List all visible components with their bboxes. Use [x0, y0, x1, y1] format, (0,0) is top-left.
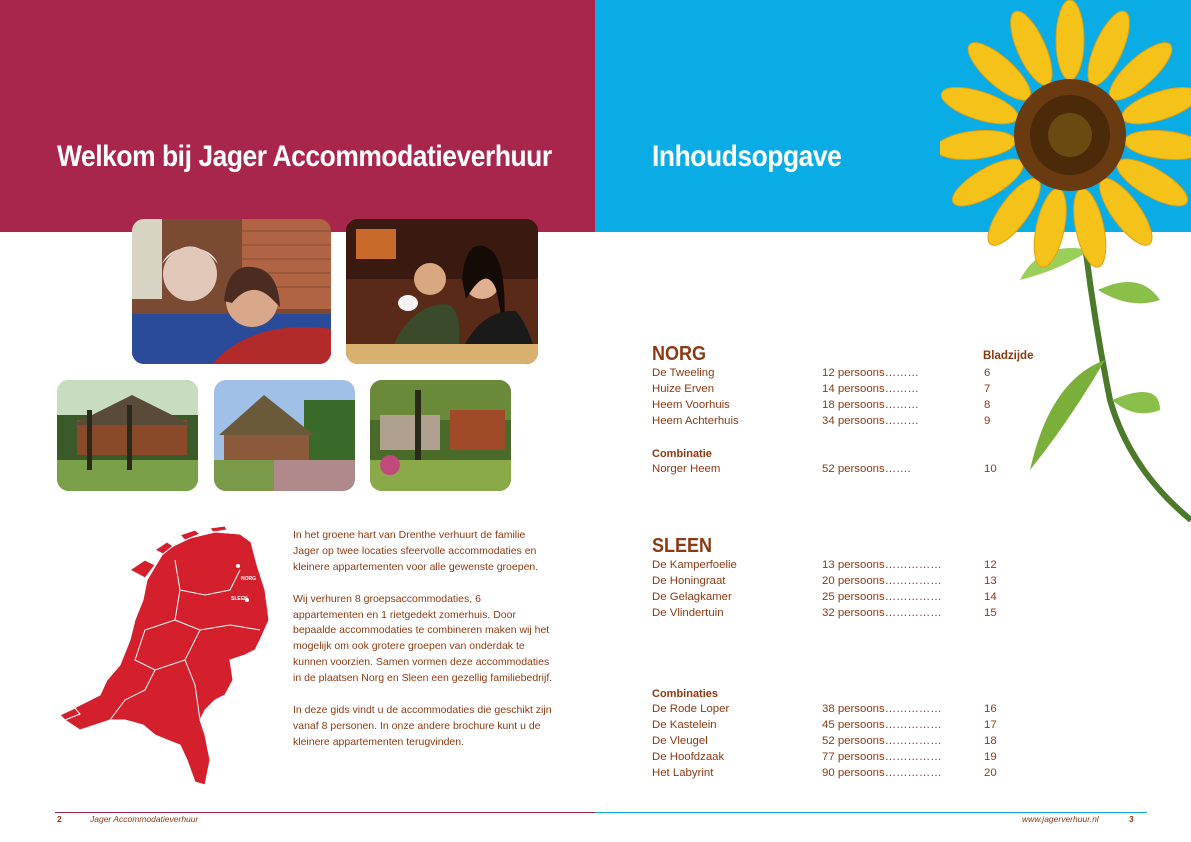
toc-item-page: 18 — [984, 735, 997, 747]
toc-item-name: De Hoofdzaak — [652, 751, 725, 763]
toc-item-page: 13 — [984, 575, 997, 587]
toc-item-name: Heem Voorhuis — [652, 399, 730, 411]
toc-row[interactable] — [652, 367, 1012, 383]
toc-row[interactable] — [652, 767, 1012, 783]
toc-row[interactable] — [652, 415, 1012, 431]
toc-item-page: 7 — [984, 383, 991, 395]
footer-page-number-right: 3 — [1129, 814, 1134, 824]
toc-row[interactable] — [652, 703, 1012, 719]
toc-item-page: 16 — [984, 703, 997, 715]
footer-rule-right — [595, 812, 1147, 813]
toc-item-persons: 32 persoons…………… — [822, 607, 942, 619]
photo-couple-cafe — [346, 219, 538, 364]
toc-item-page: 15 — [984, 607, 997, 619]
toc-item-page: 6 — [984, 367, 991, 379]
toc-row[interactable] — [652, 607, 1012, 623]
toc-item-page: 20 — [984, 767, 997, 779]
toc-item-persons: 45 persoons…………… — [822, 719, 942, 731]
toc-item-page: 19 — [984, 751, 997, 763]
toc-item-page: 14 — [984, 591, 997, 603]
footer-page-number-left: 2 — [57, 814, 62, 824]
toc-item-name: De Honingraat — [652, 575, 726, 587]
toc-row[interactable] — [652, 463, 1012, 479]
header-band-left — [0, 0, 595, 232]
page-title-right: Inhoudsopgave — [652, 140, 842, 173]
toc-row[interactable] — [652, 399, 1012, 415]
toc-row[interactable] — [652, 719, 1012, 735]
sunflower-image — [940, 0, 1191, 540]
section-heading-sleen: SLEEN — [652, 535, 713, 557]
toc-item-name: Huize Erven — [652, 383, 715, 395]
toc-row[interactable] — [652, 575, 1012, 591]
toc-item-page: 12 — [984, 559, 997, 571]
intro-paragraph-1: In het groene hart van Drenthe verhuurt de familie Jager op twee locaties sfeervolle accommodaties en kleinere appartementen voor alle gewenste groepen. — [293, 529, 539, 573]
section-heading-norg: NORG — [652, 343, 706, 365]
toc-item-name: Heem Achterhuis — [652, 415, 739, 427]
map-label-norg: NORG — [241, 576, 256, 582]
toc-item-name: Norger Heem — [652, 463, 721, 475]
photo-thatched-house — [214, 380, 355, 491]
subheading-combinaties: Combinaties — [652, 688, 719, 700]
toc-row[interactable] — [652, 559, 1012, 575]
toc-item-persons: 34 persoons……… — [822, 415, 919, 427]
toc-item-persons: 38 persoons…………… — [822, 703, 942, 715]
toc-row[interactable] — [652, 735, 1012, 751]
intro-text — [293, 528, 553, 767]
toc-item-name: De Kamperfoelie — [652, 559, 737, 571]
toc-item-name: De Vlindertuin — [652, 607, 724, 619]
toc-item-name: De Tweeling — [652, 367, 715, 379]
toc-item-persons: 52 persoons……. — [822, 463, 911, 475]
intro-paragraph-3: In deze gids vindt u de accommodaties die geschikt zijn vanaf 8 personen. In onze andere brochure kunt u de kleinere appartementen terugvinden. — [293, 703, 552, 748]
intro-paragraph-2: Wij verhuren 8 groepsaccommodaties, 6 appartementen en 1 rietgedekt zomerhuis. Door bepaalde accommodaties te combineren maken wij het mogelijk om ook grotere groepen van onderdak te kunnen voorzien. Samen vormen deze accommodaties in de plaatsen Norg en Sleen een gezellig familiebedrijf. — [293, 592, 553, 685]
toc-item-persons: 52 persoons…………… — [822, 735, 942, 747]
toc-item-name: De Rode Loper — [652, 703, 730, 715]
toc-item-name: Het Labyrint — [652, 767, 714, 779]
toc-item-page: 8 — [984, 399, 991, 411]
photo-couple-outdoor — [132, 219, 331, 364]
toc-item-persons: 77 persoons…………… — [822, 751, 942, 763]
toc-item-persons: 12 persoons……… — [822, 367, 919, 379]
toc-item-persons: 18 persoons……… — [822, 399, 919, 411]
netherlands-map — [55, 520, 285, 790]
photo-farmhouse-2 — [370, 380, 511, 491]
photo-farmhouse-1 — [57, 380, 198, 491]
toc-item-name: De Kastelein — [652, 719, 717, 731]
toc-item-name: De Gelagkamer — [652, 591, 732, 603]
subheading-combinatie: Combinatie — [652, 448, 712, 460]
page-column-header: Bladzijde — [983, 350, 1034, 362]
map-label-sleen: SLEEN — [231, 596, 248, 602]
toc-item-persons: 20 persoons…………… — [822, 575, 942, 587]
footer-url[interactable]: www.jagerverhuur.nl — [1022, 814, 1099, 824]
toc-item-persons: 25 persoons…………… — [822, 591, 942, 603]
toc-item-persons: 14 persoons……… — [822, 383, 919, 395]
toc-item-page: 10 — [984, 463, 997, 475]
toc-row[interactable] — [652, 383, 1012, 399]
toc-item-persons: 13 persoons…………… — [822, 559, 942, 571]
footer-publisher: Jager Accommodatieverhuur — [90, 814, 199, 824]
toc-row[interactable] — [652, 591, 1012, 607]
footer-rule-left — [55, 812, 595, 813]
toc-item-persons: 90 persoons…………… — [822, 767, 942, 779]
toc-item-name: De Vleugel — [652, 735, 708, 747]
toc-row[interactable] — [652, 751, 1012, 767]
toc-item-page: 9 — [984, 415, 991, 427]
page-title-left: Welkom bij Jager Accommodatieverhuur — [57, 140, 552, 173]
toc-item-page: 17 — [984, 719, 997, 731]
